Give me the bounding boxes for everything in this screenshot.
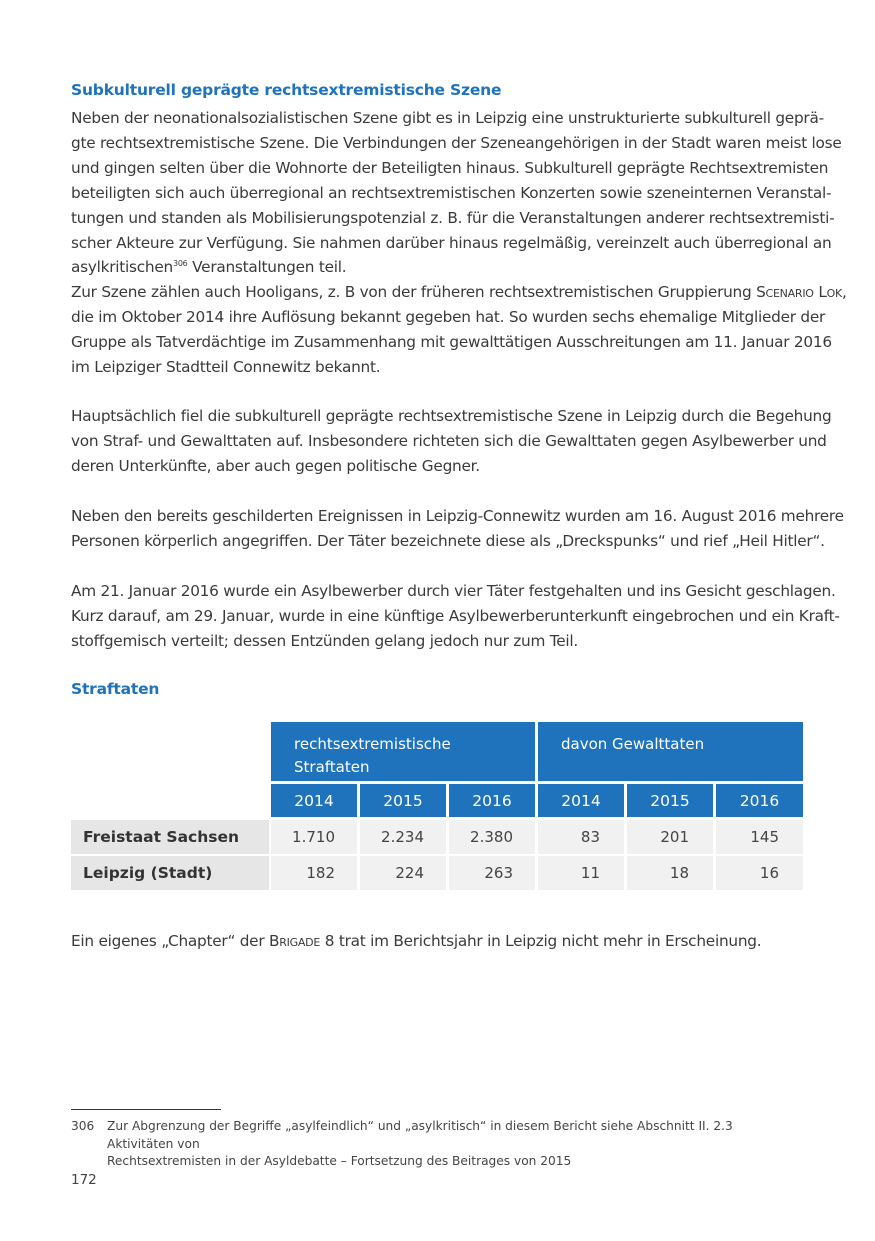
table-header-year: 2014: [271, 784, 357, 817]
paragraph-line: stoffgemisch verteilt; dessen Entzünden gelang jedoch nur zum Teil.: [71, 631, 578, 650]
table-cell: 2.380: [449, 820, 535, 854]
paragraph-line: scher Akteure zur Verfügung. Sie nahmen darüber hinaus regelmäßig, vereinzelt auch überregional an: [71, 233, 832, 252]
table-header-year: 2016: [716, 784, 803, 817]
group-name: Brigade: [269, 932, 321, 950]
header-line: Straftaten: [294, 758, 370, 776]
section-heading-offenses: Straftaten: [71, 680, 160, 698]
footnote-reference[interactable]: 306: [172, 259, 188, 269]
footnote-divider: [71, 1109, 221, 1110]
text-fragment: asylkritischen: [71, 258, 173, 277]
text-fragment: ,: [841, 283, 847, 302]
table-header-year: 2015: [627, 784, 713, 817]
table-cell: 1.710: [271, 820, 357, 854]
table-header-group-violent: [538, 722, 803, 781]
header-line: rechtsextremistische: [294, 735, 451, 753]
paragraph-1: [71, 106, 847, 380]
paragraph-line: deren Unterkünfte, aber auch gegen politische Gegner.: [71, 456, 480, 475]
text-fragment: Zur Szene zählen auch Hooligans, z. B von der früheren rechtsextremistischen Gruppierung: [71, 283, 757, 302]
paragraph-line: [71, 280, 847, 305]
paragraph-line: Kurz darauf, am 29. Januar, wurde in eine künftige Asylbewerberunterkunft eingebrochen und ein Kraft-: [71, 606, 840, 625]
table-cell: 2.234: [360, 820, 446, 854]
paragraph-line: tungen und standen als Mobilisierungspotenzial z. B. für die Veranstaltungen anderer rechtsextremisti-: [71, 208, 835, 227]
text-fragment: Ein eigenes „Chapter“ der: [71, 932, 269, 950]
table-cell: 263: [449, 856, 535, 890]
paragraph-line: Am 21. Januar 2016 wurde ein Asylbewerber durch vier Täter festgehalten und ins Gesicht geschlagen.: [71, 582, 836, 600]
table-cell: 83: [538, 820, 624, 854]
paragraph-line: Hauptsächlich fiel die subkulturell geprägte rechtsextremistische Szene in Leipzig durch die Begehung: [71, 407, 832, 425]
paragraph-6: [71, 929, 803, 954]
paragraph-line: beteiligten sich auch überregional an rechtsextremistischen Konzerten sowie szeneinternen Veranstal-: [71, 183, 832, 202]
paragraph-line: [71, 929, 803, 954]
table-cell: 224: [360, 856, 446, 890]
paragraph-line: und gingen selten über die Wohnorte der Beteiligten hinaus. Subkulturell geprägte Rechtsextremisten: [71, 158, 829, 177]
paragraph-line: [71, 255, 803, 280]
paragraph-5: [71, 579, 840, 654]
paragraph-line: Personen körperlich angegriffen. Der Täter bezeichnete diese als „Dreckspunks“ und rief „Heil Hitler“.: [71, 531, 825, 550]
paragraph-line: Neben den bereits geschilderten Ereignissen in Leipzig-Connewitz wurden am 16. August 2016 mehrere: [71, 507, 844, 525]
table-cell: 201: [627, 820, 713, 854]
table-header-year: 2015: [360, 784, 446, 817]
paragraph-line: die im Oktober 2014 ihre Auflösung bekannt gegeben hat. So wurden sechs ehemalige Mitglieder der: [71, 308, 826, 327]
paragraph-4: [71, 504, 844, 554]
paragraph-line: von Straf- und Gewalttaten auf. Insbesondere richteten sich die Gewalttaten gegen Asylbewerber und: [71, 431, 827, 450]
text-fragment: Veranstaltungen teil.: [187, 258, 347, 277]
section-heading-subculture: Subkulturell geprägte rechtsextremistische Szene: [71, 81, 502, 99]
table-cell: 16: [716, 856, 803, 890]
paragraph-line: Gruppe als Tatverdächtige im Zusammenhang mit gewalttätigen Ausschreitungen am 11. Januar 2016: [71, 333, 832, 352]
page-number: 172: [71, 1172, 97, 1188]
footnote-line: Zur Abgrenzung der Begriffe „asylfeindlich“ und „asylkritisch“ in diesem Bericht siehe Abschnitt II. 2.3 Aktivitäten von: [107, 1119, 733, 1151]
table-header-year: 2014: [538, 784, 624, 817]
table-cell: 18: [627, 856, 713, 890]
table-cell: 145: [716, 820, 803, 854]
header-text: [294, 733, 451, 779]
paragraph-line: gte rechtsextremistische Szene. Die Verbindungen der Szeneangehörigen in der Stadt waren meist lose: [71, 133, 842, 152]
table-cell: 182: [271, 856, 357, 890]
paragraph-line: im Leipziger Stadtteil Connewitz bekannt.: [71, 358, 381, 377]
text-fragment: 8 trat im Berichtsjahr in Leipzig nicht mehr in Erscheinung.: [320, 932, 762, 950]
footnote-line: Rechtsextremisten in der Asyldebatte – Fortsetzung des Beitrages von 2015: [107, 1154, 572, 1168]
header-text: davon Gewalttaten: [561, 735, 705, 753]
table-row-label: Leipzig (Stadt): [71, 856, 269, 890]
footnote-number: 306: [71, 1119, 95, 1133]
table-header-year: 2016: [449, 784, 535, 817]
table-header-group-offenses: [271, 722, 535, 781]
paragraph-3: [71, 404, 832, 479]
group-name: Scenario Lok: [756, 283, 842, 302]
footnote-text: [107, 1118, 803, 1171]
table-row-label: Freistaat Sachsen: [71, 820, 269, 854]
table-cell: 11: [538, 856, 624, 890]
paragraph-line: Neben der neonationalsozialistischen Szene gibt es in Leipzig eine unstrukturierte subkulturell geprä-: [71, 109, 824, 127]
